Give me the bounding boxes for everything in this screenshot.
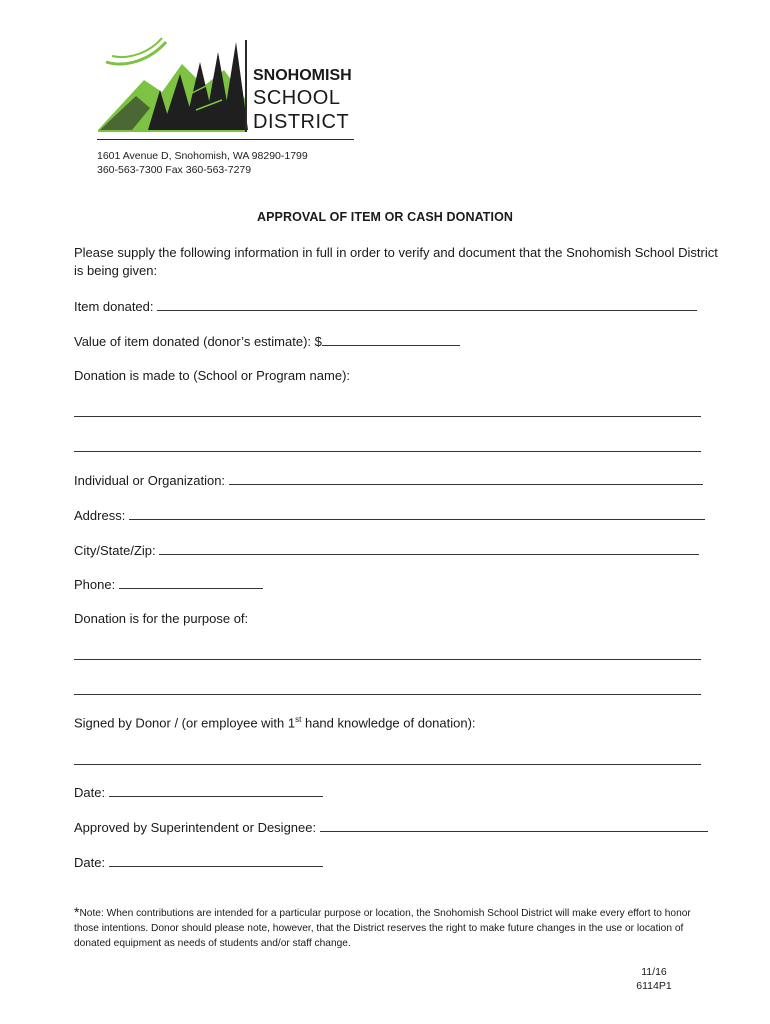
note-text: Note: When contributions are intended for a particular purpose or location, the Snohomish School District will make every effort to honor those intentions. Donor should please note, however, that the District reserves the right to make future changes in the use or location of donated equipment as needs of students and/or staff change. [74,908,691,949]
approved-field[interactable] [320,819,708,832]
date-row [74,784,323,800]
individual-label: Individual or Organization: [74,473,226,488]
value-row [74,333,460,349]
form-title: APPROVAL OF ITEM OR CASH DONATION [256,210,514,224]
signed-label-text-2: hand knowledge of donation): [301,715,476,731]
logo-text-school: SCHOOL [253,87,341,109]
purpose-field-line-2[interactable] [74,694,701,695]
address-row [74,507,705,523]
item-donated-label: Item donated: [74,299,154,314]
district-phone: 360-563-7300 Fax 360-563-7279 [97,164,252,176]
school-field-line-2[interactable] [74,451,701,452]
school-field-line-1[interactable] [74,416,701,417]
logo-underline [97,139,354,140]
revision-date: 11/16 [641,966,667,978]
value-currency: $ [314,334,322,349]
footer-note [74,905,694,951]
district-logo [92,34,260,138]
note-asterisk: * [74,904,80,920]
phone-field[interactable] [119,576,263,589]
date2-row [74,854,323,870]
logo-text-snohomish: SNOHOMISH [253,67,352,84]
city-field[interactable] [159,542,699,555]
phone-label: Phone: [74,577,116,592]
form-intro: Please supply the following information in full in order to verify and document that the Snohomish School District is being given: [74,245,718,278]
city-label: City/State/Zip: [74,543,156,558]
phone-row [74,576,263,592]
item-donated-row [74,298,697,314]
logo-divider [245,40,247,132]
signed-label-sup: st [295,715,302,724]
purpose-field-line-1[interactable] [74,659,701,660]
date-label: Date: [74,785,106,800]
school-label: Donation is made to (School or Program name): [74,368,351,383]
value-label: Value of item donated (donor’s estimate): [74,334,312,349]
approved-row [74,819,708,835]
signed-label [74,715,476,730]
district-address: 1601 Avenue D, Snohomish, WA 98290-1799 [97,150,308,162]
logo-text-district: DISTRICT [253,111,350,133]
signed-label-text: Signed by Donor / (or employee with 1 [74,715,296,731]
individual-field[interactable] [229,472,703,485]
signature-field[interactable] [74,764,701,765]
individual-row [74,472,703,488]
date2-field[interactable] [109,854,323,867]
form-code: 6114P1 [636,980,672,992]
mountain-trees-logo-icon [92,34,260,138]
city-row [74,542,699,558]
approved-label: Approved by Superintendent or Designee: [74,820,317,835]
value-field[interactable] [322,333,460,346]
address-field[interactable] [129,507,705,520]
purpose-label: Donation is for the purpose of: [74,611,249,626]
date2-label: Date: [74,855,106,870]
address-label: Address: [74,508,126,523]
date-field[interactable] [109,784,323,797]
item-donated-field[interactable] [157,298,697,311]
